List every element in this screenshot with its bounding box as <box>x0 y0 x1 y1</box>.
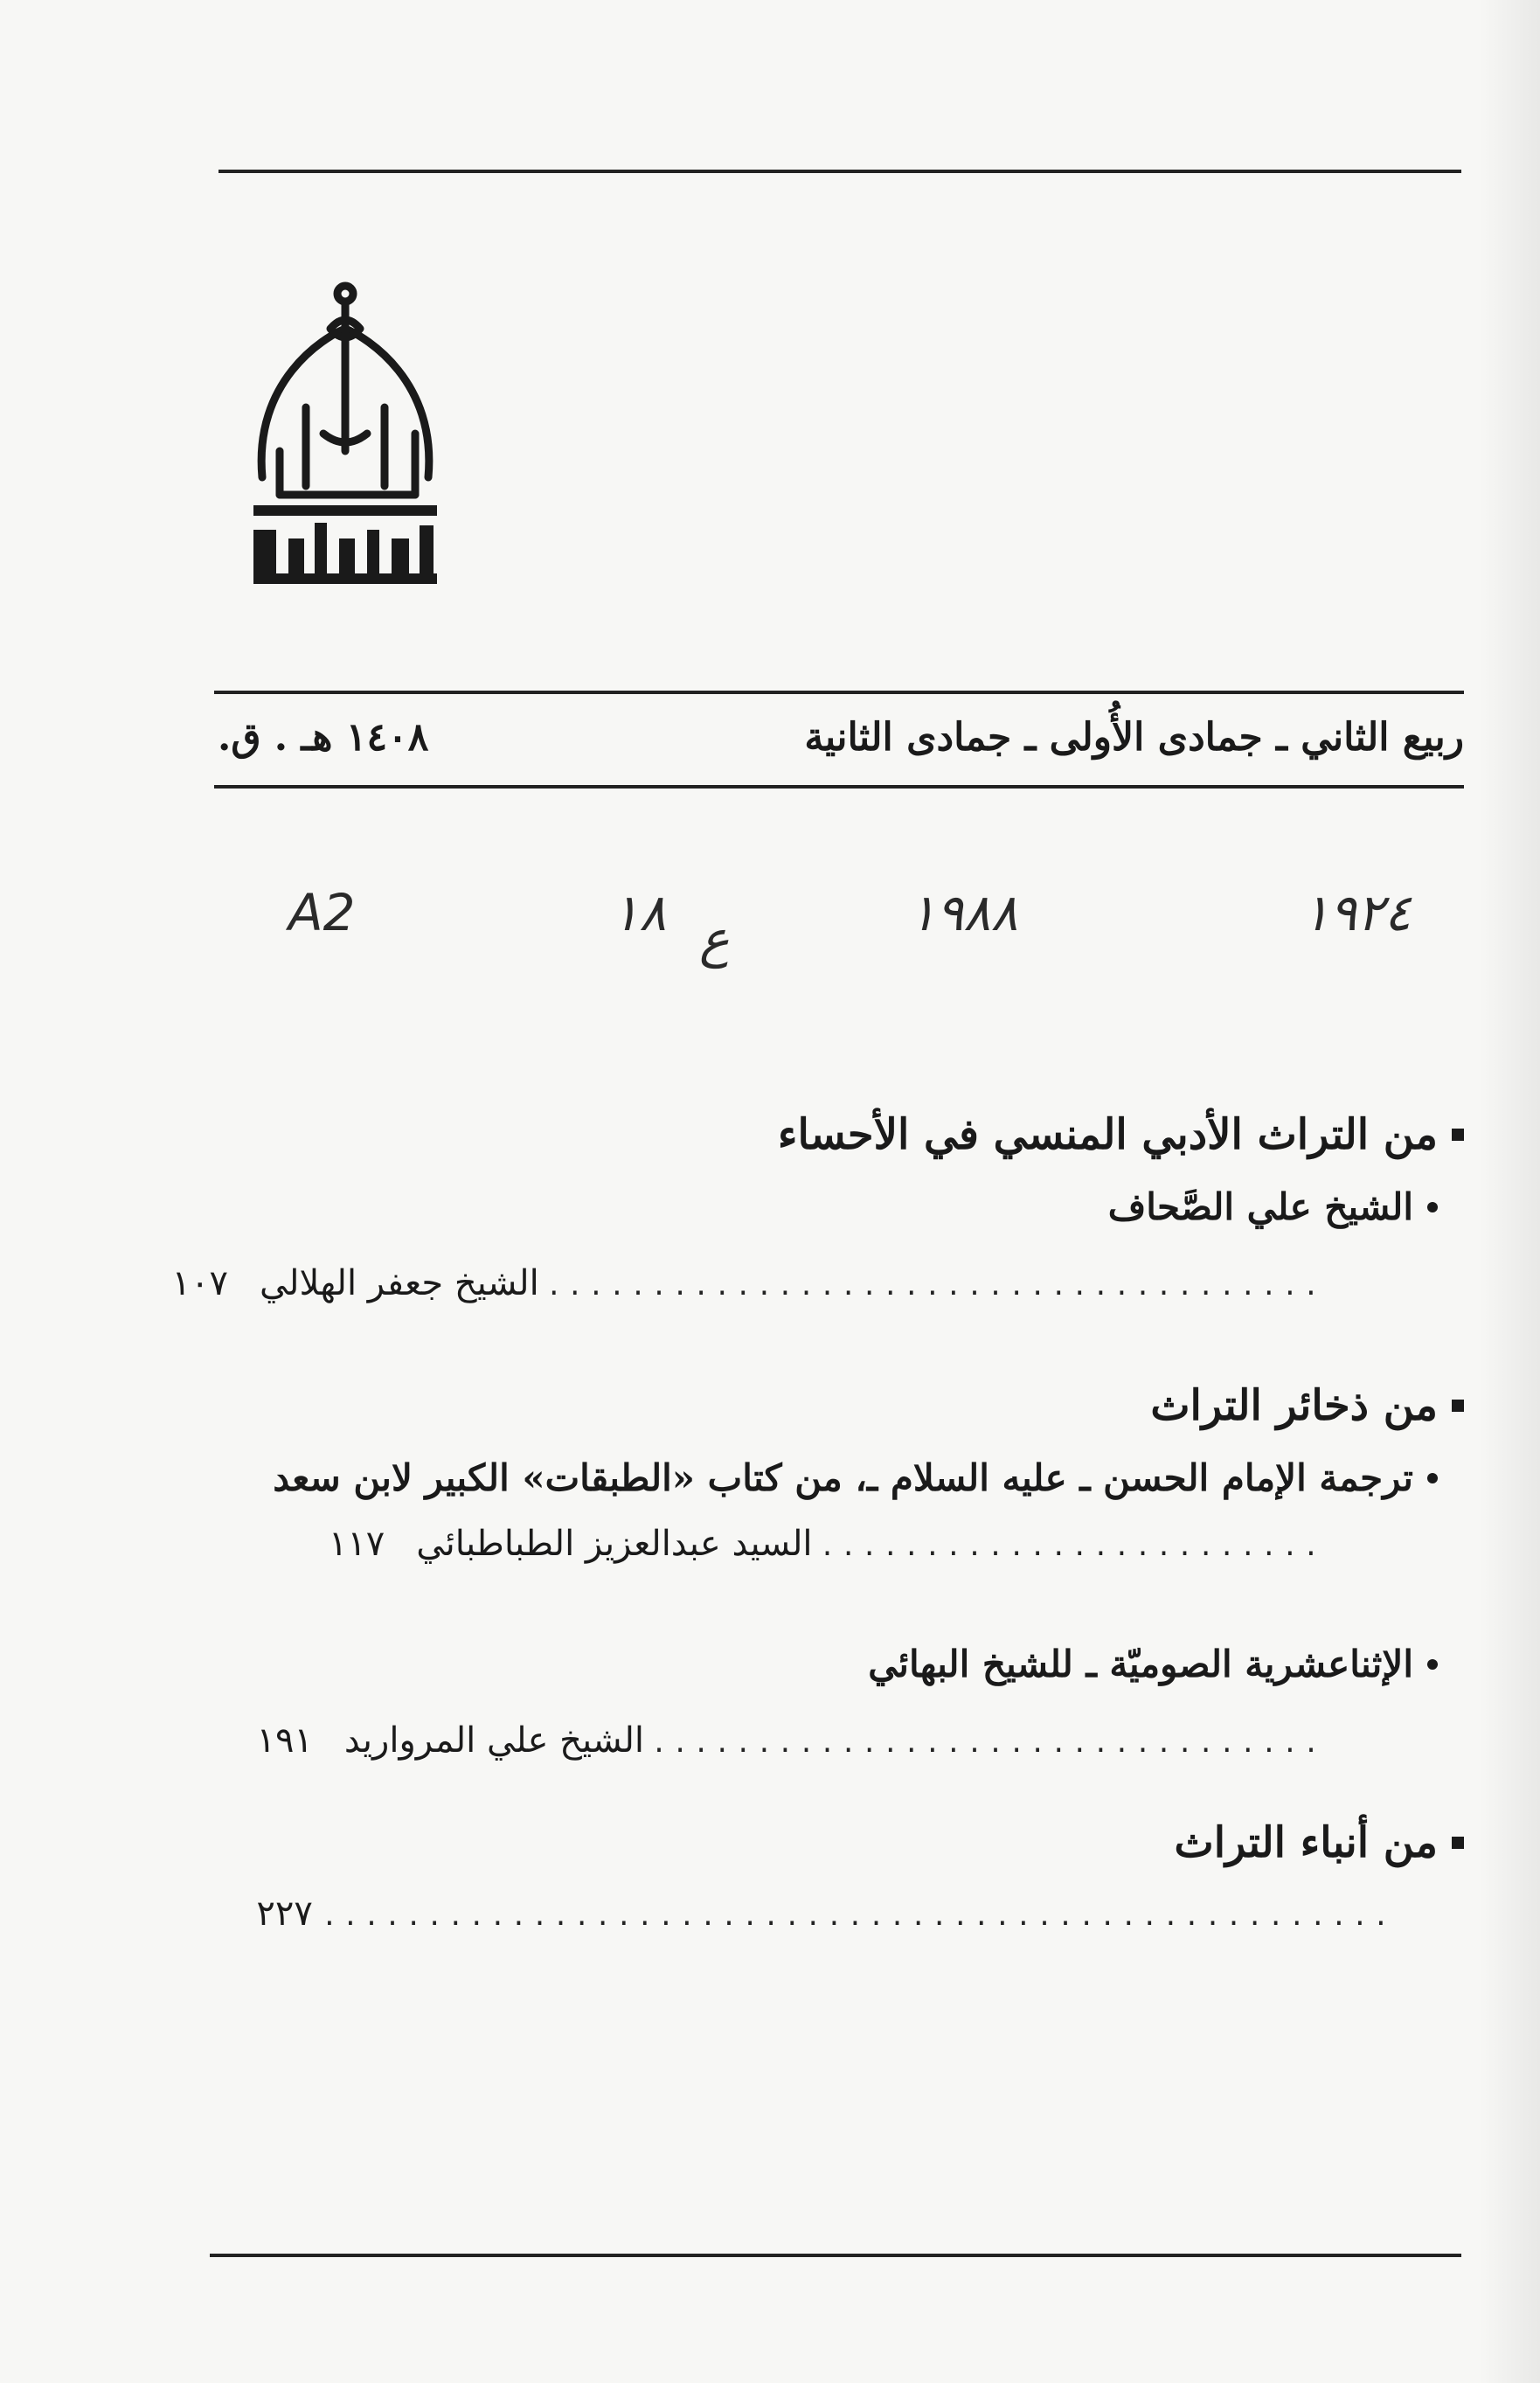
entry-page-number: ٢٢٧ <box>256 1893 313 1934</box>
entry-page-number: ١٩١ <box>256 1720 313 1761</box>
handwritten-note-d: ١٩٨٨ <box>909 883 1018 942</box>
handwritten-note-a: A2 <box>288 883 356 942</box>
table-of-contents <box>171 1110 1464 1934</box>
entry-author-row <box>214 1524 1324 1564</box>
handwritten-note-c: ع <box>699 909 730 969</box>
leader-dots: ........................ <box>819 1532 1324 1562</box>
entry-page-number: ١٠٧ <box>171 1263 228 1303</box>
section-heading <box>214 1381 1464 1430</box>
dot-bullet-icon <box>1427 1473 1438 1483</box>
entry-title-text: الإثناعشرية الصوميّة ـ للشيخ البهائي <box>868 1643 1413 1685</box>
entry-author-row <box>171 1263 1324 1303</box>
toc-section <box>214 1381 1464 1818</box>
square-bullet-icon <box>1452 1129 1464 1141</box>
toc-section <box>214 1818 1464 1934</box>
entry-title <box>214 1643 1438 1685</box>
issue-rule-bottom <box>214 785 1464 789</box>
entry-title-text: ترجمة الإمام الحسن ـ عليه السلام ـ، من كتاب «الطبقات» الكبير لابن سعد <box>273 1456 1413 1499</box>
section-heading-text: من التراث الأدبي المنسي في الأحساء <box>777 1110 1438 1159</box>
leader-dots: ..................................... <box>545 1271 1324 1302</box>
entry-author: الشيخ علي المرواريد <box>343 1720 645 1761</box>
entry-title <box>214 1456 1438 1499</box>
handwritten-note-e: ١٩٢٤ <box>1302 883 1412 942</box>
entry-title-text: الشيخ علي الصَّحاف <box>1107 1185 1413 1228</box>
square-bullet-icon <box>1452 1400 1464 1412</box>
square-bullet-icon <box>1452 1837 1464 1849</box>
bottom-rule <box>210 2254 1461 2257</box>
issue-rule-top <box>214 691 1464 694</box>
leader-dots: ................................................... <box>321 1901 1394 1932</box>
section-heading-text: من ذخائر التراث <box>1150 1381 1438 1430</box>
section-heading-text: من أنباء التراث <box>1174 1818 1438 1867</box>
entry-author: الشيخ جعفر الهلالي <box>259 1263 539 1303</box>
issue-year: ١٤٠٨ هـ . ق. <box>218 715 429 760</box>
issue-months: ربيع الثاني ـ جمادى الأُولى ـ جمادى الثانية <box>804 715 1464 760</box>
leader-dots: ................................ <box>651 1728 1324 1759</box>
entry-title <box>214 1185 1438 1228</box>
section-heading <box>214 1818 1464 1867</box>
entry-author: السيد عبدالعزيز الطباطبائي <box>416 1524 813 1564</box>
entry-author-row <box>214 1720 1324 1761</box>
entry-page-number: ١١٧ <box>328 1524 385 1564</box>
dot-bullet-icon <box>1427 1659 1438 1670</box>
section-heading <box>214 1110 1464 1159</box>
handwritten-note-b: ١٨ <box>612 883 667 942</box>
dot-bullet-icon <box>1427 1202 1438 1212</box>
issue-info <box>214 706 1464 776</box>
top-rule <box>219 170 1461 173</box>
page-shade <box>1479 0 1540 2383</box>
toc-section <box>171 1110 1464 1381</box>
institute-logo <box>227 276 463 596</box>
entry-author-row <box>214 1893 1394 1934</box>
